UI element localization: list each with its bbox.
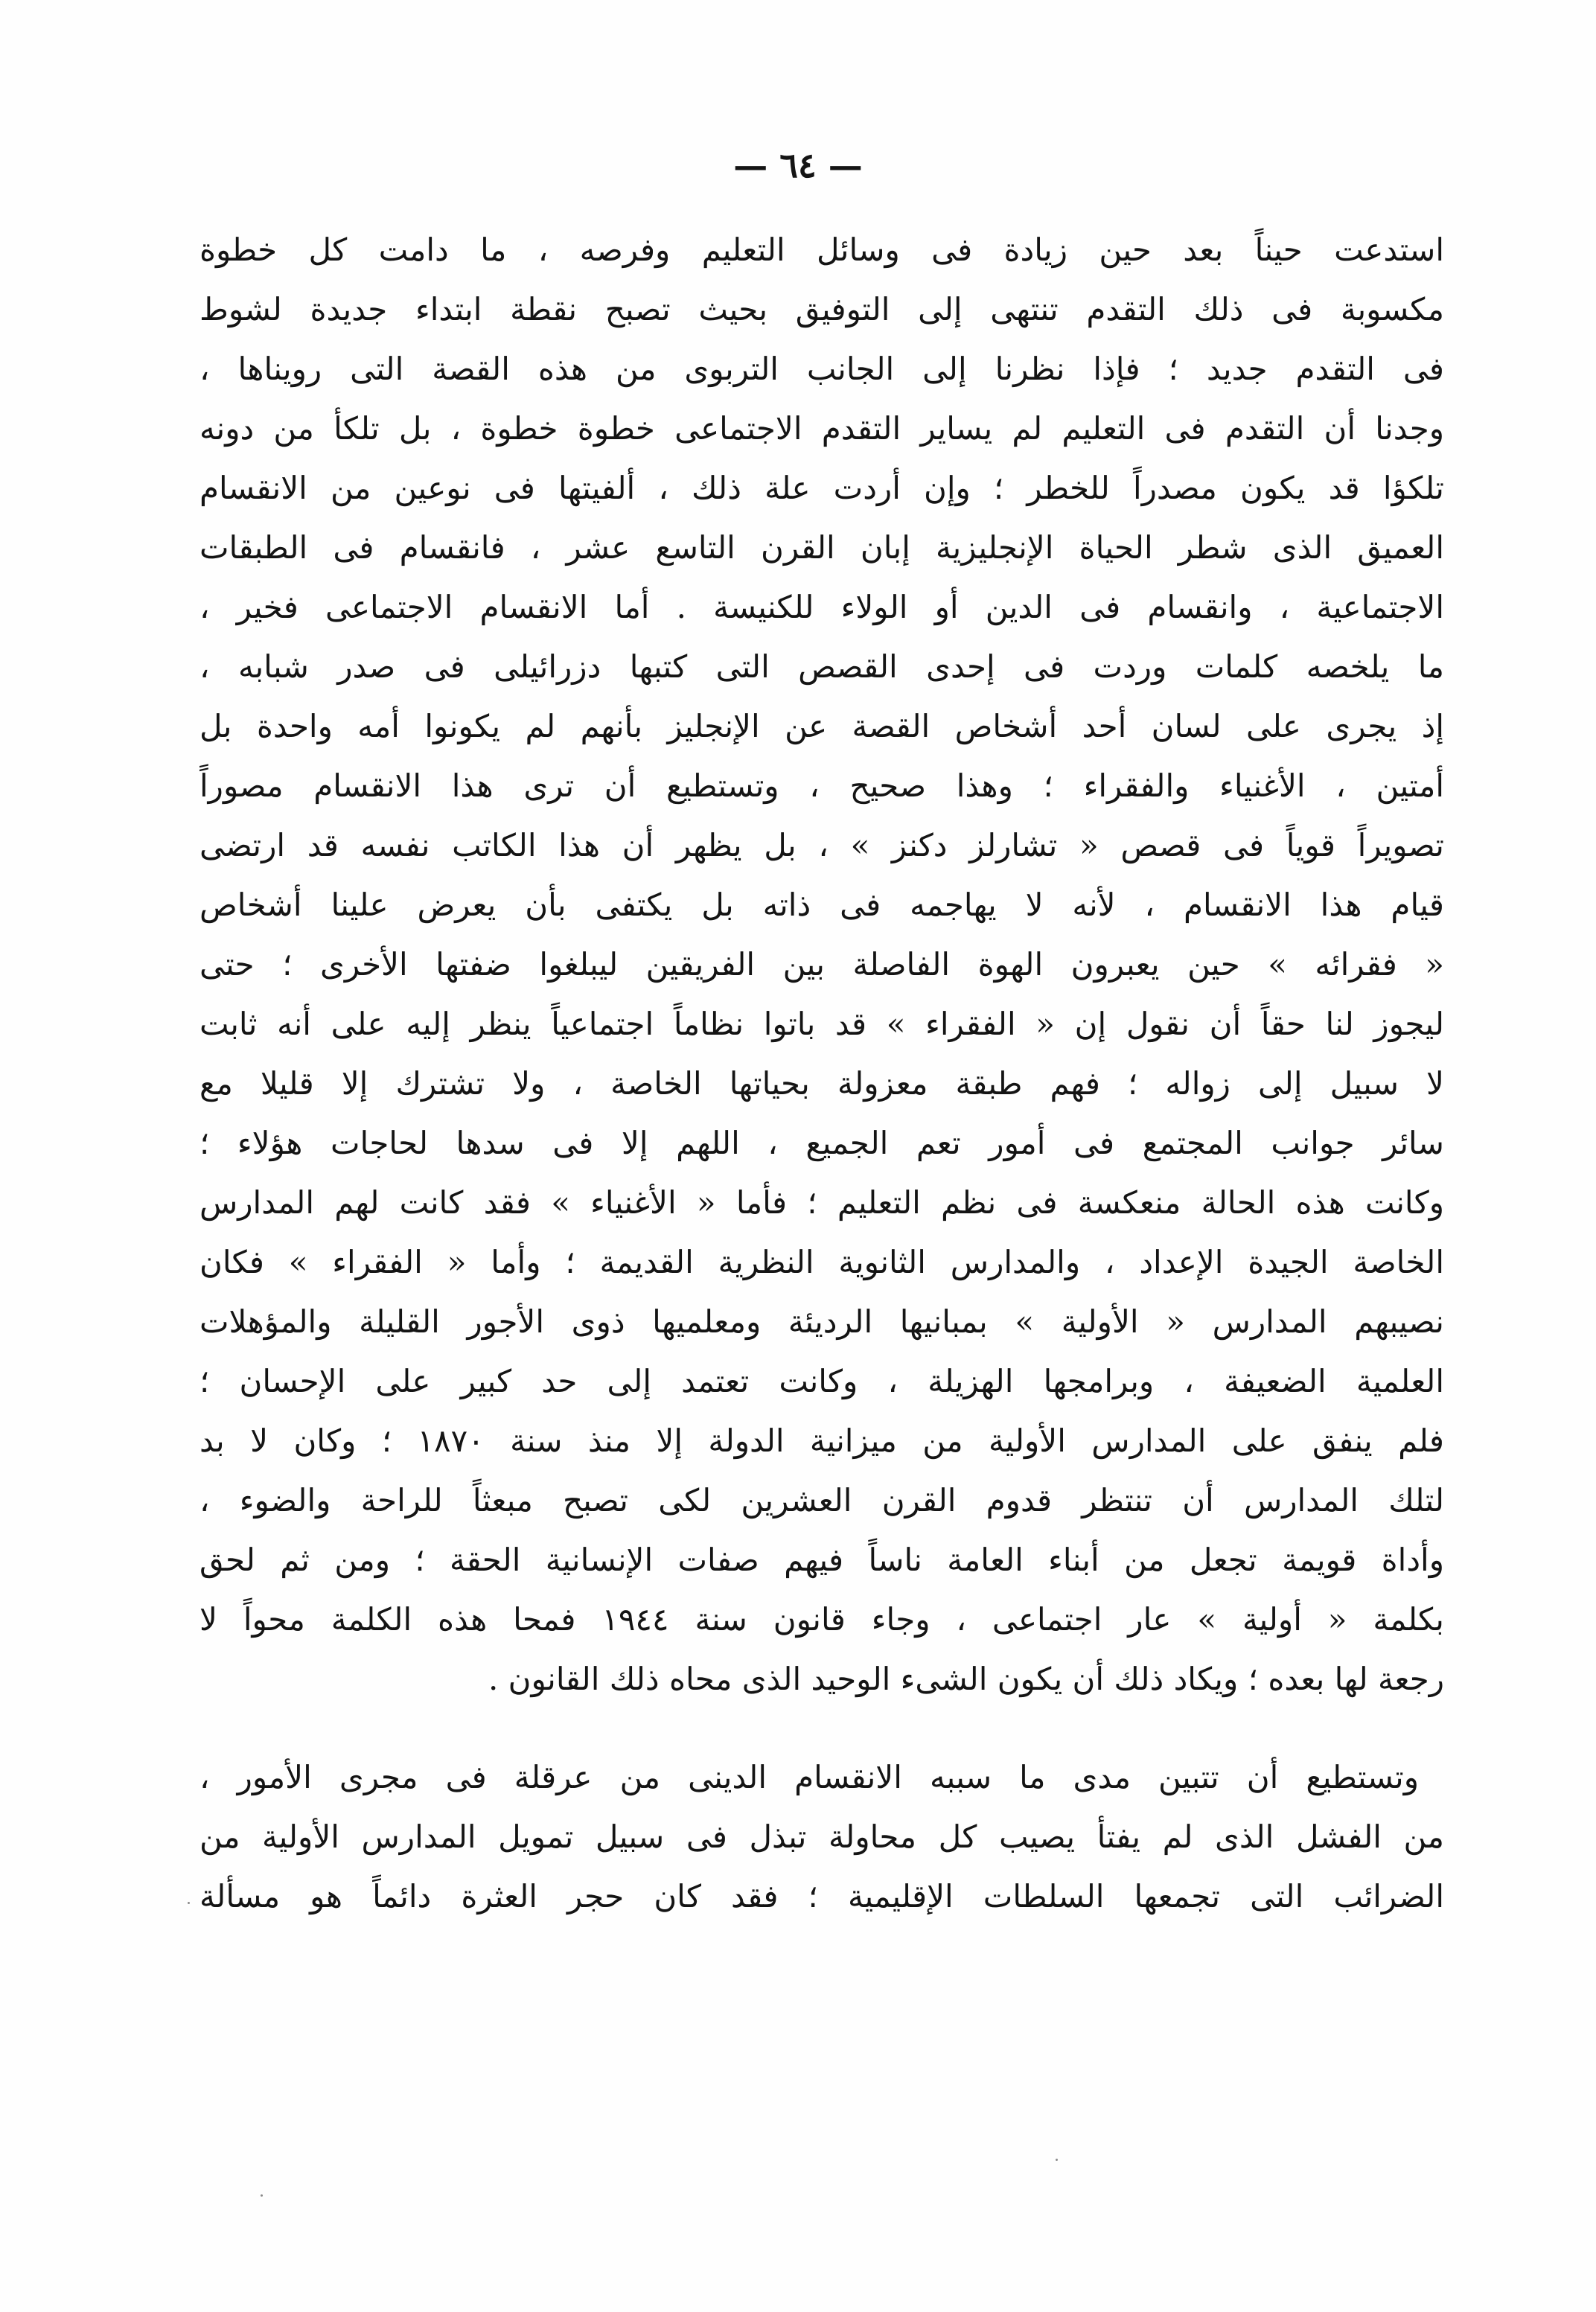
scan-speck [188, 1902, 190, 1904]
text-line: سائر جوانب المجتمع فى أمور تعم الجميع ، اللهم إلا فى سدها لحاجات هؤلاء ؛ [200, 1125, 1444, 1161]
text-line: العميق الذى شطر الحياة الإنجليزية إبان القرن التاسع عشر ، فانقسام فى الطبقات [200, 529, 1444, 566]
text-line: الخاصة الجيدة الإعداد ، والمدارس الثانوية النظرية القديمة ؛ وأما « الفقراء » فكان [200, 1244, 1444, 1280]
paragraph-2 [200, 1748, 1444, 1926]
paragraph-1 [200, 220, 1444, 1709]
text-line: فى التقدم جديد ؛ فإذا نظرنا إلى الجانب التربوى من هذه القصة التى رويناها ، [200, 351, 1444, 387]
text-line: رجعة لها بعده ؛ ويكاد ذلك أن يكون الشىء الوحيد الذى محاه ذلك القانون . [488, 1661, 1444, 1697]
scan-speck [1056, 2159, 1058, 2161]
text-line: الاجتماعية ، وانقسام فى الدين أو الولاء للكنيسة . أما الانقسام الاجتماعى فخير ، [200, 589, 1444, 625]
text-line: نصيبهم المدارس « الأولية » بمبانيها الرديئة ومعلميها ذوى الأجور القليلة والمؤهلات [200, 1303, 1444, 1340]
text-line: العلمية الضعيفة ، وبرامجها الهزيلة ، وكانت تعتمد إلى حد كبير على الإحسان ؛ [200, 1363, 1444, 1399]
text-line: أمتين ، الأغنياء والفقراء ؛ وهذا صحيح ، وتستطيع أن ترى هذا الانقسام مصوراً [200, 767, 1444, 804]
paragraph-gap [200, 1709, 1444, 1748]
text-line: ما يلخصه كلمات وردت فى إحدى القصص التى كتبها دزرائيلى فى صدر شبابه ، [200, 648, 1444, 685]
text-line: وجدنا أن التقدم فى التعليم لم يساير التقدم الاجتماعى خطوة خطوة ، بل تلكأ من دونه [200, 410, 1444, 447]
text-line: وكانت هذه الحالة منعكسة فى نظم التعليم ؛ فأما « الأغنياء » فقد كانت لهم المدارس [200, 1184, 1444, 1221]
text-line: استدعت حيناً بعد حين زيادة فى وسائل التعليم وفرصه ، ما دامت كل خطوة [200, 231, 1444, 268]
text-line: بكلمة « أولية » عار اجتماعى ، وجاء قانون سنة ١٩٤٤ فمحا هذه الكلمة محواً لا [200, 1601, 1444, 1638]
body-text [200, 220, 1444, 1926]
text-line: تلكؤا قد يكون مصدراً للخطر ؛ وإن أردت علة ذلك ، ألفيتها فى نوعين من الانقسام [200, 470, 1444, 506]
scan-speck [261, 2194, 263, 2197]
text-line: فلم ينفق على المدارس الأولية من ميزانية الدولة إلا منذ سنة ١٨٧٠ ؛ وكان لا بد [200, 1422, 1444, 1459]
text-line: وتستطيع أن تتبين مدى ما سببه الانقسام الدينى من عرقلة فى مجرى الأمور ، [200, 1759, 1419, 1795]
text-line: مكسوبة فى ذلك التقدم تنتهى إلى التوفيق بحيث تصبح نقطة ابتداء جديدة لشوط [200, 291, 1444, 328]
text-line: وأداة قويمة تجعل من أبناء العامة ناساً فيهم صفات الإنسانية الحقة ؛ ومن ثم لحق [200, 1542, 1444, 1578]
text-line: تصويراً قوياً فى قصص « تشارلز دكنز » ، بل يظهر أن هذا الكاتب نفسه قد ارتضى [200, 827, 1444, 863]
text-line: ليجوز لنا حقاً أن نقول إن « الفقراء » قد باتوا نظاماً اجتماعياً ينظر إليه على أنه ثابت [200, 1006, 1444, 1042]
text-line: لتلك المدارس أن تنتظر قدوم القرن العشرين لكى تصبح مبعثاً للراحة والضوء ، [200, 1482, 1444, 1519]
text-line: من الفشل الذى لم يفتأ يصيب كل محاولة تبذل فى سبيل تمويل المدارس الأولية من [200, 1818, 1444, 1855]
text-line: قيام هذا الانقسام ، لأنه لا يهاجمه فى ذاته بل يكتفى بأن يعرض علينا أشخاص [200, 887, 1444, 923]
text-line: لا سبيل إلى زواله ؛ فهم طبقة معزولة بحياتها الخاصة ، ولا تشترك إلا قليلا مع [200, 1065, 1444, 1102]
text-line: الضرائب التى تجمعها السلطات الإقليمية ؛ فقد كان حجر العثرة دائماً هو مسألة [200, 1878, 1444, 1915]
text-line: « فقرائه » حين يعبرون الهوة الفاصلة بين الفريقين ليبلغوا ضفتها الأخرى ؛ حتى [200, 946, 1444, 983]
page-number: — ٦٤ — [733, 145, 863, 185]
text-line: إذ يجرى على لسان أحد أشخاص القصة عن الإنجليز بأنهم لم يكونوا أمه واحدة بل [200, 708, 1444, 744]
